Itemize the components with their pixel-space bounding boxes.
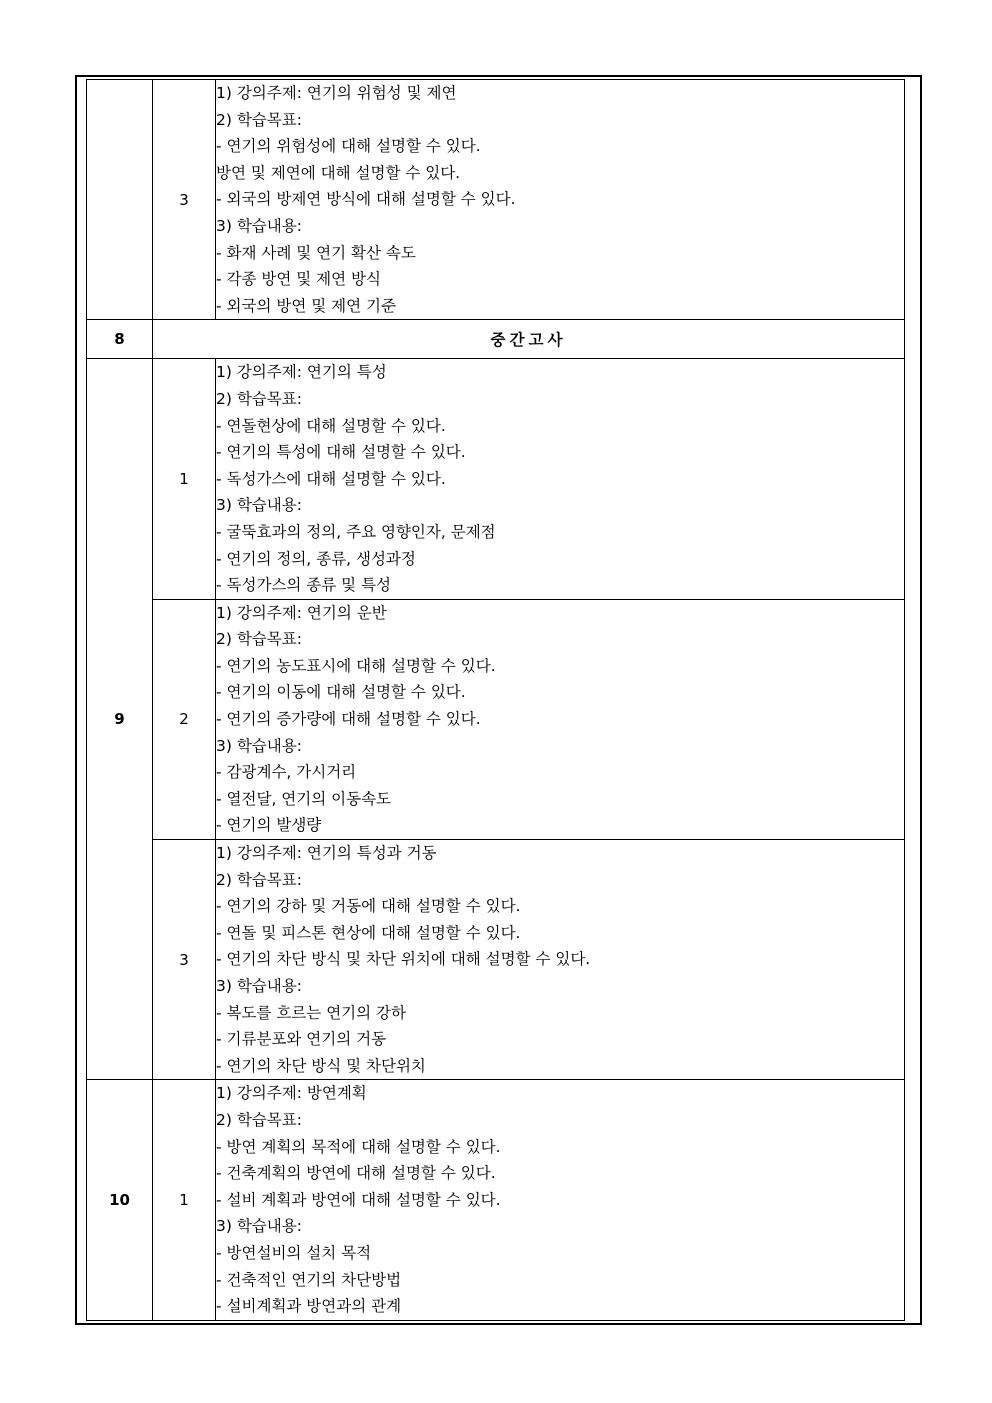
learning-goal-heading: 2) 학습목표: bbox=[216, 870, 302, 889]
learning-goal-item: - 연기의 농도표시에 대해 설명할 수 있다. bbox=[216, 656, 496, 675]
learning-goal-heading: 2) 학습목표: bbox=[216, 630, 302, 649]
learning-goal-item: - 연기의 위험성에 대해 설명할 수 있다. bbox=[216, 137, 481, 156]
learning-goal-heading: 2) 학습목표: bbox=[216, 389, 302, 408]
session-cell: 1 bbox=[153, 1080, 216, 1320]
learning-content-item: - 연기의 정의, 종류, 생성과정 bbox=[216, 549, 416, 568]
learning-content-item: - 굴뚝효과의 정의, 주요 영향인자, 문제점 bbox=[216, 522, 496, 541]
learning-content-item: - 방연설비의 설치 목적 bbox=[216, 1243, 372, 1262]
lecture-topic: 1) 강의주제: 연기의 특성 bbox=[216, 363, 387, 382]
table-row bbox=[87, 1080, 905, 1320]
content-cell bbox=[216, 599, 905, 839]
learning-content-item: - 독성가스의 종류 및 특성 bbox=[216, 576, 392, 595]
learning-content-item: - 감광계수, 가시거리 bbox=[216, 763, 357, 782]
session-cell: 3 bbox=[153, 80, 216, 320]
table-row bbox=[87, 359, 905, 599]
learning-goal-item: - 연돌현상에 대해 설명할 수 있다. bbox=[216, 416, 446, 435]
table-row bbox=[87, 840, 905, 1080]
learning-goal-item: - 연기의 차단 방식 및 차단 위치에 대해 설명할 수 있다. bbox=[216, 950, 591, 969]
learning-content-heading: 3) 학습내용: bbox=[216, 496, 302, 515]
learning-content-heading: 3) 학습내용: bbox=[216, 977, 302, 995]
learning-goal-item: - 연기의 이동에 대해 설명할 수 있다. bbox=[216, 683, 466, 702]
learning-goal-item: - 방연 계획의 목적에 대해 설명할 수 있다. bbox=[216, 1137, 501, 1156]
lecture-topic: 1) 강의주제: 방연계획 bbox=[216, 1084, 367, 1103]
table-row bbox=[87, 80, 905, 320]
learning-goal-heading: 2) 학습목표: bbox=[216, 1110, 302, 1129]
learning-goal-item: - 건축계획의 방연에 대해 설명할 수 있다. bbox=[216, 1164, 496, 1183]
learning-goal-item: - 연돌 및 피스톤 현상에 대해 설명할 수 있다. bbox=[216, 923, 521, 942]
content-cell bbox=[216, 359, 905, 599]
content-cell bbox=[216, 840, 905, 1080]
learning-goal-item: - 연기의 강하 및 거동에 대해 설명할 수 있다. bbox=[216, 897, 521, 916]
learning-goal-item: - 독성가스에 대해 설명할 수 있다. bbox=[216, 469, 446, 488]
lecture-topic: 1) 강의주제: 연기의 위험성 및 제연 bbox=[216, 84, 457, 102]
learning-content-item: - 설비계획과 방연과의 관계 bbox=[216, 1297, 402, 1316]
learning-content-item: - 기류분포와 연기의 거동 bbox=[216, 1030, 387, 1049]
learning-content-item: - 외국의 방연 및 제연 기준 bbox=[216, 296, 396, 315]
learning-goal-item: - 설비 계획과 방연에 대해 설명할 수 있다. bbox=[216, 1190, 501, 1209]
week-cell: 10 bbox=[87, 1080, 153, 1320]
learning-goal-item: - 외국의 방제연 방식에 대해 설명할 수 있다. bbox=[216, 190, 516, 209]
learning-content-item: - 연기의 발생량 bbox=[216, 816, 322, 835]
week-cell: 9 bbox=[87, 359, 153, 1080]
content-cell bbox=[216, 1080, 905, 1320]
syllabus-table bbox=[86, 79, 905, 1321]
learning-goal-item: - 연기의 특성에 대해 설명할 수 있다. bbox=[216, 443, 466, 462]
session-cell: 1 bbox=[153, 359, 216, 599]
week-cell bbox=[87, 80, 153, 320]
learning-goal-item: - 연기의 증가량에 대해 설명할 수 있다. bbox=[216, 710, 481, 729]
learning-content-item: - 건축적인 연기의 차단방법 bbox=[216, 1270, 402, 1289]
session-cell: 2 bbox=[153, 599, 216, 839]
learning-goal-item: 방연 및 제연에 대해 설명할 수 있다. bbox=[216, 163, 461, 182]
lecture-topic: 1) 강의주제: 연기의 특성과 거동 bbox=[216, 844, 437, 863]
lecture-topic: 1) 강의주제: 연기의 운반 bbox=[216, 603, 387, 622]
learning-content-item: - 연기의 차단 방식 및 차단위치 bbox=[216, 1056, 426, 1075]
learning-content-item: - 각종 방연 및 제연 방식 bbox=[216, 270, 381, 289]
session-cell: 3 bbox=[153, 840, 216, 1080]
learning-goal-heading: 2) 학습목표: bbox=[216, 110, 302, 129]
learning-content-heading: 3) 학습내용: bbox=[216, 736, 302, 755]
learning-content-item: - 복도를 흐르는 연기의 강하 bbox=[216, 1003, 407, 1022]
learning-content-item: - 열전달, 연기의 이동속도 bbox=[216, 789, 392, 808]
learning-content-heading: 3) 학습내용: bbox=[216, 1217, 302, 1236]
learning-content-heading: 3) 학습내용: bbox=[216, 216, 302, 235]
content-cell bbox=[216, 80, 905, 320]
learning-content-item: - 화재 사례 및 연기 확산 속도 bbox=[216, 243, 416, 262]
table-row bbox=[87, 320, 905, 359]
week-cell: 8 bbox=[87, 320, 153, 359]
table-row bbox=[87, 599, 905, 839]
midterm-exam-cell: 중간고사 bbox=[153, 320, 905, 359]
